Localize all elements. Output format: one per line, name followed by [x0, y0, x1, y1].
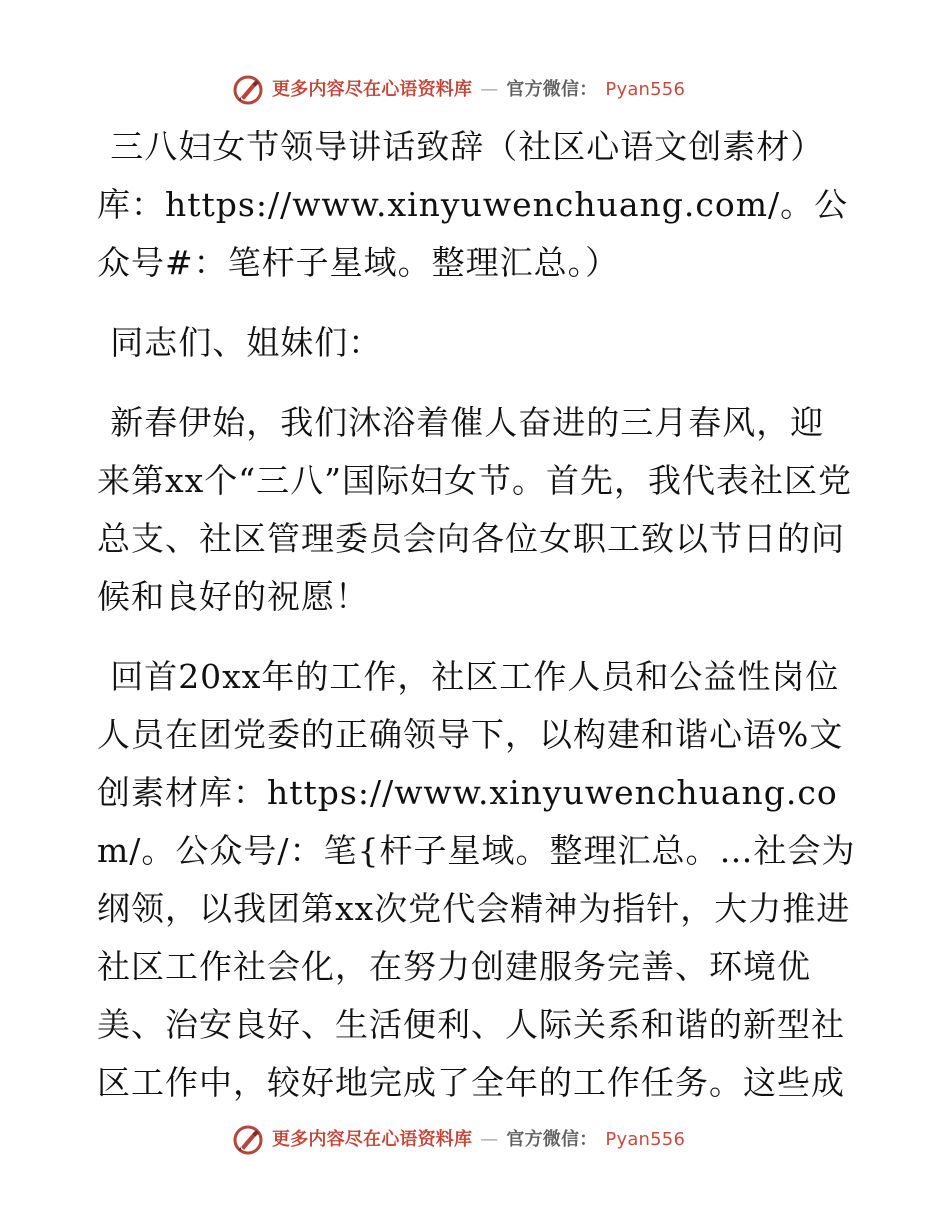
banner-account-id: Pyan556 [605, 79, 686, 100]
paragraph-review: 回首20xx年的工作，社区工作人员和公益性岗位人员在团党委的正确领导下，以构建和谐心语%文创素材库：https://www.xinyuwenchuang.com/。公众号/：笔{杆子星域。整理汇总。…社会为纲领，以我团第xx次党代会精神为指针，大力推进社区工作社会化，在努力创建服务完善、环境优美、治安良好、生活便利、人际关系和谐的新型社区工作中，较好地完成了全年的工作任务。这些成 [97, 657, 856, 1102]
paragraph-opening: 新春伊始，我们沐浴着催人奋进的三月春风，迎来第xx个“三八”国际妇女节。首先，我代表社区党总支、社区管理委员会向各位女职工致以节日的问候和良好的祝愿！ [97, 403, 852, 616]
banner-separator: — [480, 79, 499, 100]
banner-main-text: 更多内容尽在心语资料库 [272, 1129, 473, 1150]
top-banner [232, 72, 685, 108]
banner-wechat-label: 官方微信： [506, 79, 598, 100]
paragraph-greeting: 同志们、姐妹们： [110, 323, 383, 362]
banner-wechat-label: 官方微信： [506, 1129, 598, 1150]
bottom-banner [232, 1122, 685, 1158]
document-body [97, 118, 857, 1112]
banner-separator: — [480, 1129, 499, 1150]
banner-account-id: Pyan556 [605, 1129, 686, 1150]
pen-circle-logo [232, 74, 264, 106]
banner-main-text: 更多内容尽在心语资料库 [272, 79, 473, 100]
pen-circle-logo [232, 1124, 264, 1156]
paragraph-title: 三八妇女节领导讲话致辞（社区心语文创素材）库：https://www.xinyuwenchuang.com/。公众号#：笔杆子星域。整理汇总。） [97, 127, 849, 282]
